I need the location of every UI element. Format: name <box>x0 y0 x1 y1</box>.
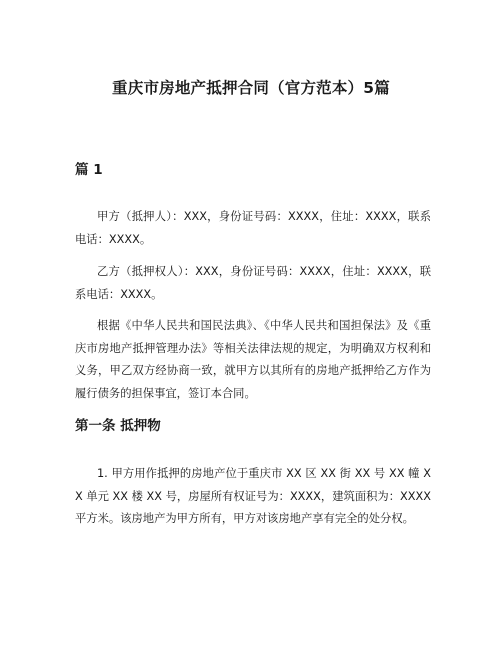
party-b-paragraph: 乙方（抵押权人）：XXX，身份证号码：XXXX，住址：XXXX，联系电话：XXXX。 <box>75 265 431 301</box>
article-1-heading: 第一条 抵押物 <box>75 418 161 434</box>
article-1-clause-1: 1. 甲方用作抵押的房地产位于重庆市 XX 区 XX 街 XX 号 XX 幢 XX 单元 XX 楼 XX 号，房屋所有权证号为：XXXX，建筑面积为：XXXX 平方米。该房地产为甲方所有，甲方对该房地产享有完全的处分权。 <box>75 467 431 525</box>
document-title: 重庆市房地产抵押合同（官方范本）5篇 <box>112 79 390 97</box>
party-a-paragraph: 甲方（抵押人）：XXX，身份证号码：XXXX，住址：XXXX，联系电话：XXXX。 <box>75 210 431 246</box>
basis-paragraph: 根据《中华人民共和国民法典》、《中华人民共和国担保法》及《重庆市房地产抵押管理办法》等相关法律法规的规定，为明确双方权利和义务，甲乙双方经协商一致，就甲方以其所有的房地产抵押给乙方作为履行债务的担保事宜，签订本合同。 <box>75 319 431 400</box>
part-heading: 篇 1 <box>75 162 103 178</box>
